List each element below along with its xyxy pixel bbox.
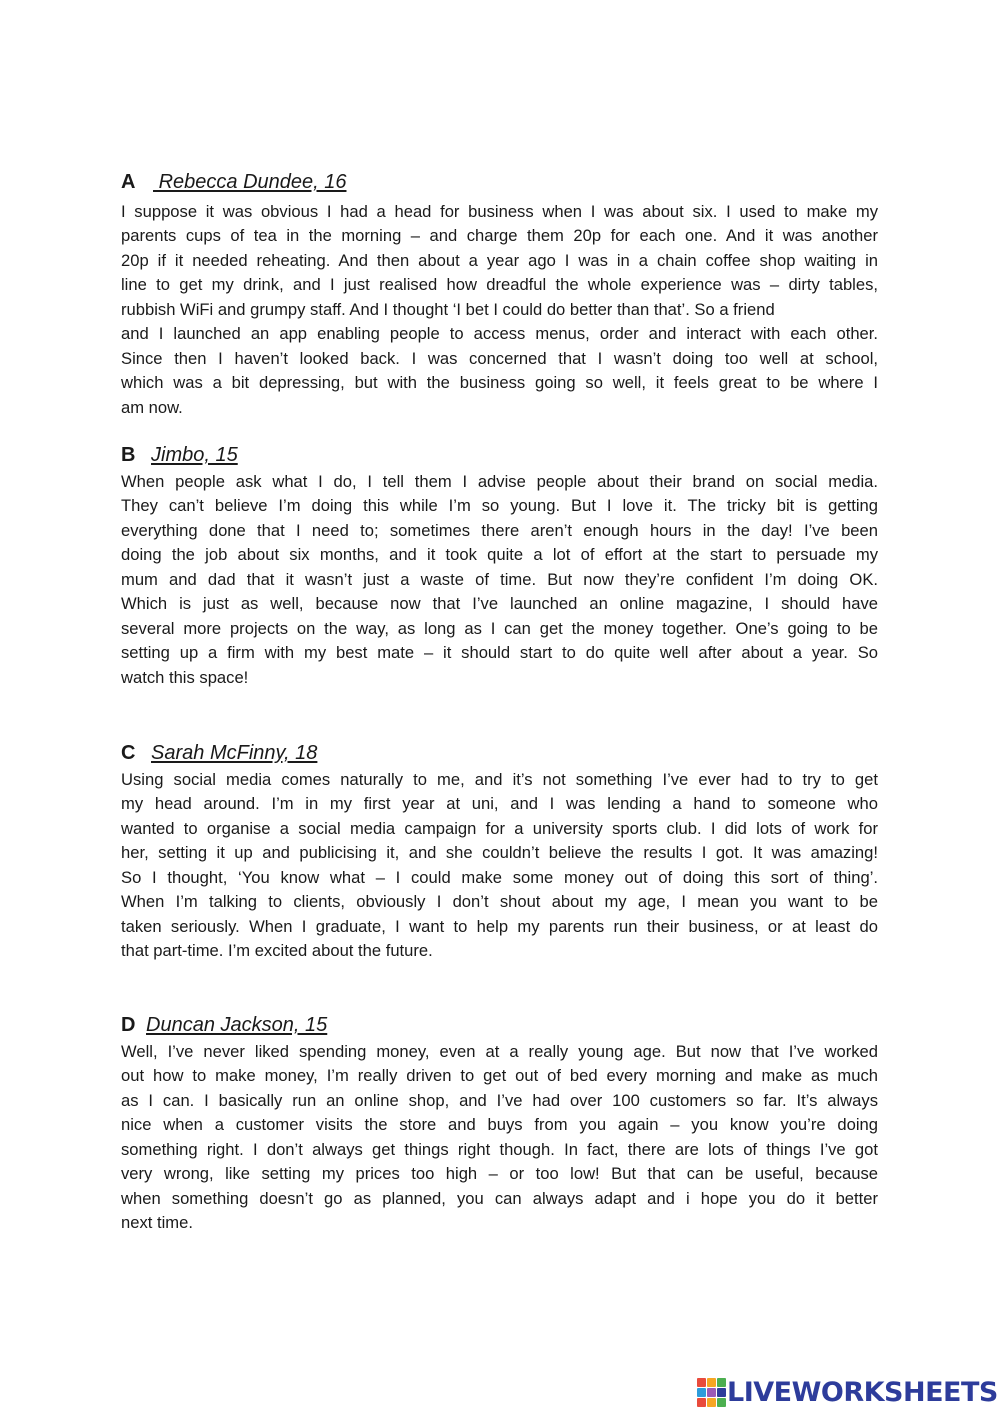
text-line: as I can. I basically run an online shop, and I’ve had over 100 customers so far. It’s always <box>121 1090 878 1110</box>
section-letter: B <box>121 444 136 466</box>
text-line: Which is just as well, because now that I’ve launched an online magazine, I should have <box>121 594 878 614</box>
section-text <box>121 470 878 690</box>
author-name: Rebecca Dundee, 16 <box>153 171 347 193</box>
logo-tile <box>717 1398 726 1407</box>
text-line: watch this space! <box>121 667 249 687</box>
text-line: her, setting it up and publicising it, and she couldn’t believe the results I got. It was amazing! <box>121 843 878 863</box>
section-c <box>121 741 878 964</box>
logo-tile <box>697 1378 706 1387</box>
liveworksheets-logo-icon <box>697 1378 725 1406</box>
text-line: parents cups of tea in the morning – and charge them 20p for each one. And it was another <box>121 226 878 246</box>
text-line: something right. I don’t always get things right though. In fact, there are lots of things I’ve got <box>121 1139 878 1159</box>
logo-tile <box>707 1388 716 1397</box>
text-line: mum and dad that it wasn’t just a waste of time. But now they’re confident I’m doing OK. <box>121 569 878 589</box>
section-d <box>121 1013 878 1236</box>
text-line: Since then I haven’t looked back. I was concerned that I wasn’t doing too well at school, <box>121 348 878 368</box>
text-line: wanted to organise a social media campaign for a university sports club. I did lots of work for <box>121 818 878 838</box>
author-name: Jimbo, 15 <box>151 444 238 466</box>
text-line: nice when a customer visits the store and buys from you again – you know you’re doing <box>121 1115 878 1135</box>
logo-text: LIVEWORKSHEETS <box>727 1376 998 1408</box>
section-text <box>121 200 878 420</box>
section-heading <box>121 443 878 469</box>
section-letter: C <box>121 742 136 764</box>
section-heading <box>121 1013 878 1039</box>
section-heading <box>121 741 878 767</box>
text-line: taken seriously. When I graduate, I want to help my parents run their business, or at least do <box>121 916 878 936</box>
text-line: am now. <box>121 397 183 417</box>
author-name: Sarah McFinny, 18 <box>151 742 318 764</box>
section-letter: A <box>121 171 136 193</box>
author-name: Duncan Jackson, 15 <box>146 1014 328 1036</box>
section-a <box>121 170 878 420</box>
text-line: several more projects on the way, as long as I can get the money together. One’s going to be <box>121 618 878 638</box>
text-line: when something doesn’t go as planned, you can always adapt and i hope you do it better <box>121 1188 878 1208</box>
section-heading <box>121 170 878 196</box>
text-line: rubbish WiFi and grumpy staff. And I thought ‘I bet I could do better than that’. So a friend <box>121 299 775 319</box>
text-line: 20p if it needed reheating. And then about a year ago I was in a chain coffee shop waiting in <box>121 250 878 270</box>
logo-tile <box>707 1378 716 1387</box>
section-b <box>121 443 878 690</box>
logo-tile <box>717 1388 726 1397</box>
text-line: So I thought, ‘You know what – I could make some money out of doing this sort of thing’. <box>121 867 878 887</box>
text-line: When I’m talking to clients, obviously I don’t shout about my age, I mean you want to be <box>121 892 878 912</box>
text-line: next time. <box>121 1213 193 1233</box>
text-line: out how to make money, I’m really driven to get out of bed every morning and make as much <box>121 1066 878 1086</box>
logo-tile <box>697 1398 706 1407</box>
text-line: I suppose it was obvious I had a head for business when I was about six. I used to make my <box>121 202 878 221</box>
logo-tile <box>697 1388 706 1397</box>
logo-tile <box>707 1398 716 1407</box>
text-line: They can’t believe I’m doing this while I’m so young. But I love it. The tricky bit is getting <box>121 496 878 516</box>
section-text <box>121 768 878 964</box>
text-line: line to get my drink, and I just realised how dreadful the whole experience was – dirty tables, <box>121 275 878 295</box>
text-line: everything done that I need to; sometimes there aren’t enough hours in the day! I’ve been <box>121 520 878 540</box>
logo-tile <box>717 1378 726 1387</box>
section-text <box>121 1040 878 1236</box>
text-line: that part-time. I’m excited about the future. <box>121 941 433 961</box>
text-line: very wrong, like setting my prices too high – or too low! But that can be useful, because <box>121 1164 878 1184</box>
liveworksheets-logo[interactable] <box>697 1375 998 1409</box>
section-letter: D <box>121 1014 136 1036</box>
text-line: When people ask what I do, I tell them I advise people about their brand on social media. <box>121 472 878 491</box>
text-line: Using social media comes naturally to me, and it’s not something I’ve ever had to try to get <box>121 770 878 789</box>
text-line: and I launched an app enabling people to access menus, order and interact with each other. <box>121 324 878 344</box>
text-line: which was a bit depressing, but with the business going so well, it feels great to be where I <box>121 373 878 393</box>
text-line: Well, I’ve never liked spending money, even at a really young age. But now that I’ve worked <box>121 1042 878 1061</box>
text-line: setting up a firm with my best mate – it should start to do quite well after about a year. So <box>121 643 878 663</box>
text-line: doing the job about six months, and it took quite a lot of effort at the start to persuade my <box>121 545 878 565</box>
text-line: my head around. I’m in my first year at uni, and I was lending a hand to someone who <box>121 794 878 814</box>
